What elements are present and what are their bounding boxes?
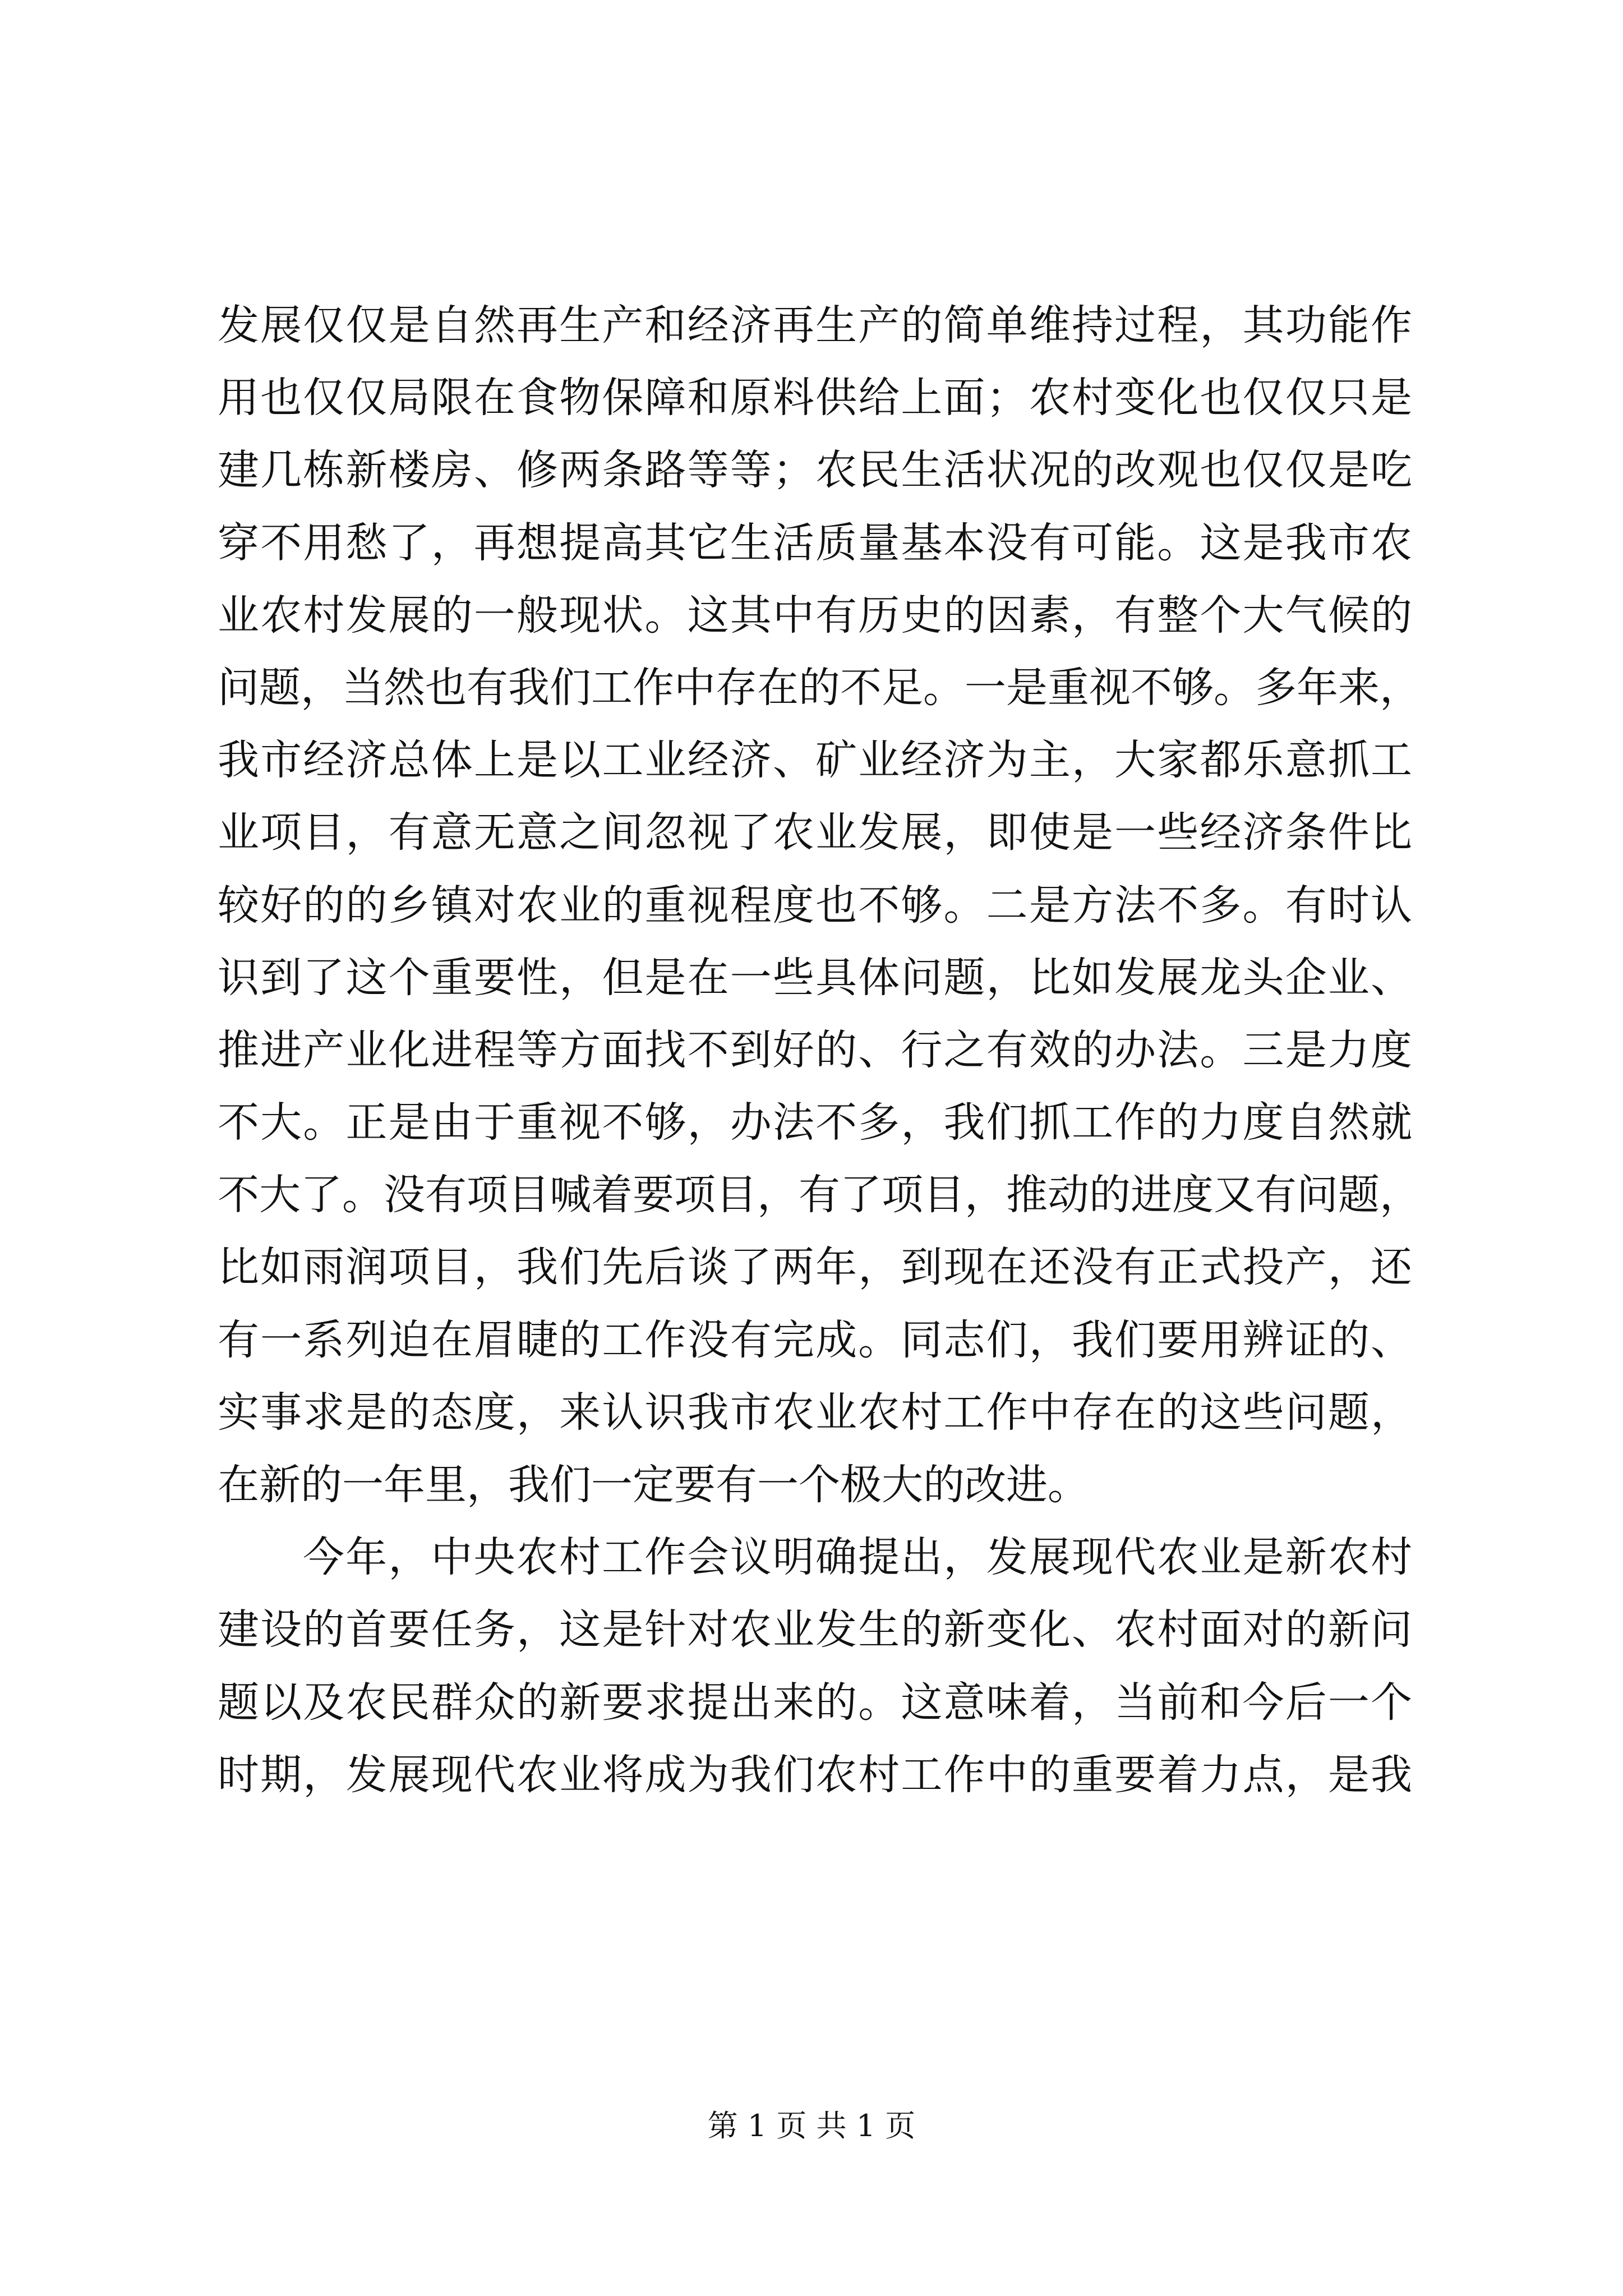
- text-line: 比如雨润项目，我们先后谈了两年，到现在还没有正式投产，还: [218, 1243, 1412, 1292]
- text-line: 建几栋新楼房、修两条路等等；农民生活状况的改观也仅仅是吃: [218, 446, 1412, 495]
- text-line: 业项目，有意无意之间忽视了农业发展，即使是一些经济条件比: [218, 808, 1412, 857]
- paragraph-2: [218, 1521, 1412, 1811]
- text-line: 在新的一年里，我们一定要有一个极大的改进。: [218, 1461, 1089, 1509]
- text-line: 问题，当然也有我们工作中存在的不足。一是重视不够。多年来，: [218, 663, 1421, 712]
- page-footer: 第 1 页 共 1 页: [707, 2108, 916, 2143]
- body-text: [218, 289, 1421, 1811]
- text-line: 时期，发展现代农业将成为我们农村工作中的重要着力点，是我: [218, 1750, 1412, 1799]
- text-line: 题以及农民群众的新要求提出来的。这意味着，当前和今后一个: [218, 1678, 1412, 1727]
- text-line: 用也仅仅局限在食物保障和原料供给上面；农村变化也仅仅只是: [218, 374, 1412, 422]
- paragraph-1: [218, 289, 1421, 1521]
- text-line: 不大。正是由于重视不够，办法不多，我们抓工作的力度自然就: [218, 1098, 1412, 1147]
- text-line: 穿不用愁了，再想提高其它生活质量基本没有可能。这是我市农: [218, 518, 1412, 567]
- text-line: 业农村发展的一般现状。这其中有历史的因素，有整个大气候的: [218, 591, 1412, 639]
- text-line: 较好的的乡镇对农业的重视程度也不够。二是方法不多。有时认: [218, 881, 1412, 930]
- text-line: 我市经济总体上是以工业经济、矿业经济为主，大家都乐意抓工: [218, 736, 1412, 785]
- text-line: 实事求是的态度，来认识我市农业农村工作中存在的这些问题，: [218, 1388, 1412, 1437]
- text-line: 发展仅仅是自然再生产和经济再生产的简单维持过程，其功能作: [218, 301, 1412, 349]
- text-line: 不大了。没有项目喊着要项目，有了项目，推动的进度又有问题，: [218, 1171, 1421, 1220]
- text-line: 建设的首要任务，这是针对农业发生的新变化、农村面对的新问: [218, 1605, 1412, 1654]
- text-line: 识到了这个重要性，但是在一些具体问题，比如发展龙头企业、: [218, 953, 1412, 1002]
- text-line: 今年，中央农村工作会议明确提出，发展现代农业是新农村: [303, 1533, 1412, 1582]
- text-line: 推进产业化进程等方面找不到好的、行之有效的办法。三是力度: [218, 1025, 1412, 1074]
- text-line: 有一系列迫在眉睫的工作没有完成。同志们，我们要用辨证的、: [218, 1315, 1412, 1364]
